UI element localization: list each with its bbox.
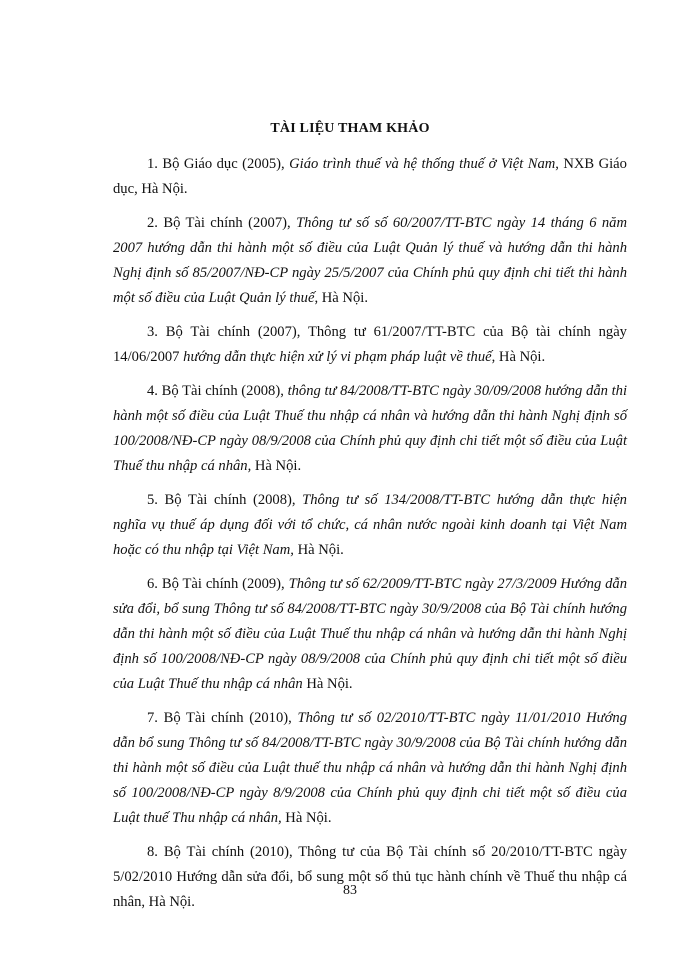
reference-publisher: Hà Nội. <box>281 810 332 826</box>
reference-author: Bộ Tài chính (2008), <box>161 383 284 399</box>
reference-number: 6. <box>147 576 158 592</box>
reference-number: 7. <box>147 710 158 726</box>
reference-number: 5. <box>147 492 158 508</box>
reference-number: 4. <box>147 383 158 399</box>
reference-publisher: , Hà Nội. <box>314 290 368 306</box>
reference-author: Bộ Tài chính (2010), <box>163 710 292 726</box>
reference-number: 3. <box>147 324 158 340</box>
reference-author: Bộ Tài chính (2010), Thông tư của Bộ Tài chính số 20/2010/TT-BTC ngày 5/02/2010 Hướng dẫn sửa đổi, bổ sung một số thủ tục hành chính về Thuế thu nhập cá nhân, Hà Nội. <box>113 844 627 910</box>
reference-author: Bộ Tài chính (2007), <box>163 215 291 231</box>
reference-item <box>113 152 627 202</box>
reference-item <box>113 706 627 831</box>
reference-number: 8. <box>147 844 158 860</box>
reference-publisher: , NXB Giáo dục, Hà Nội. <box>113 156 627 197</box>
reference-author: Bộ Tài chính (2008), <box>164 492 296 508</box>
reference-publisher: , Hà Nội. <box>491 349 546 365</box>
reference-list <box>113 152 627 924</box>
reference-item <box>113 488 627 563</box>
reference-number: 1. <box>147 156 158 172</box>
reference-title: hướng dẫn thực hiện xử lý vi phạm pháp luật về thuế <box>183 349 492 365</box>
reference-author: Bộ Giáo dục (2005), <box>162 156 285 172</box>
reference-item <box>113 840 627 915</box>
reference-publisher: Hà Nội. <box>293 542 344 558</box>
reference-title: Thông tư số 02/2010/TT-BTC ngày 11/01/2010 Hướng dẫn bổ sung Thông tư số 84/2008/TT-BTC ngày 30/9/2008 của Bộ Tài chính hướng dẫn thi hành một số điều của Luật thuế thu nhập cá nhân và hướng dẫn thi hành Nghị định số 100/2008/NĐ-CP ngày 8/9/2008 của Chính phủ quy định chi tiết một số điều của Luật thuế Thu nhập cá nhân, <box>113 710 628 826</box>
reference-item <box>113 379 627 479</box>
page-number: 83 <box>343 883 357 898</box>
reference-number: 2. <box>147 215 158 231</box>
reference-author: Bộ Tài chính (2009), <box>161 576 285 592</box>
page-title: TÀI LIỆU THAM KHẢO <box>270 121 430 136</box>
reference-title: Thông tư số 62/2009/TT-BTC ngày 27/3/2009 Hướng dẫn sửa đổi, bổ sung Thông tư số 84/2008/TT-BTC ngày 30/9/2008 của Bộ Tài chính hướng dẫn thi hành một số điều của Luật Thuế thu nhập cá nhân và hướng dẫn thi hành Nghị định số 100/2008/NĐ-CP ngày 08/9/2008 của Chính phủ quy định chi tiết một số điều của Luật Thuế thu nhập cá nhân <box>113 576 628 692</box>
reference-title: Thông tư số số 60/2007/TT-BTC ngày 14 tháng 6 năm 2007 hướng dẫn thi hành một số điều của Luật Quản lý thuế và hướng dẫn thi hành Nghị định số 85/2007/NĐ-CP ngày 25/5/2007 của Chính phủ quy định chi tiết thi hành một số điều của Luật Quản lý thuế <box>113 215 628 306</box>
reference-publisher: Hà Nội. <box>251 458 302 474</box>
reference-author: Bộ Tài chính (2007), Thông tư 61/2007/TT-BTC của Bộ tài chính ngày 14/06/2007 <box>113 324 627 365</box>
reference-title: Giáo trình thuế và hệ thống thuế ở Việt Nam <box>289 156 556 172</box>
reference-title: thông tư 84/2008/TT-BTC ngày 30/09/2008 hướng dẫn thi hành một số điều của Luật Thuế thu nhập cá nhân và hướng dẫn thi hành Nghị định số 100/2008/NĐ-CP ngày 08/9/2008 của Chính phủ quy định chi tiết một số điều của Luật Thuế thu nhập cá nhân, <box>113 383 628 474</box>
reference-title: Thông tư số 134/2008/TT-BTC hướng dẫn thực hiện nghĩa vụ thuế áp dụng đối với tổ chức, cá nhân nước ngoài kinh doanh tại Việt Nam hoặc có thu nhập tại Việt Nam, <box>113 492 627 558</box>
reference-publisher: Hà Nội. <box>302 676 353 692</box>
reference-item <box>113 572 627 697</box>
reference-item <box>113 211 627 311</box>
reference-item <box>113 320 627 370</box>
